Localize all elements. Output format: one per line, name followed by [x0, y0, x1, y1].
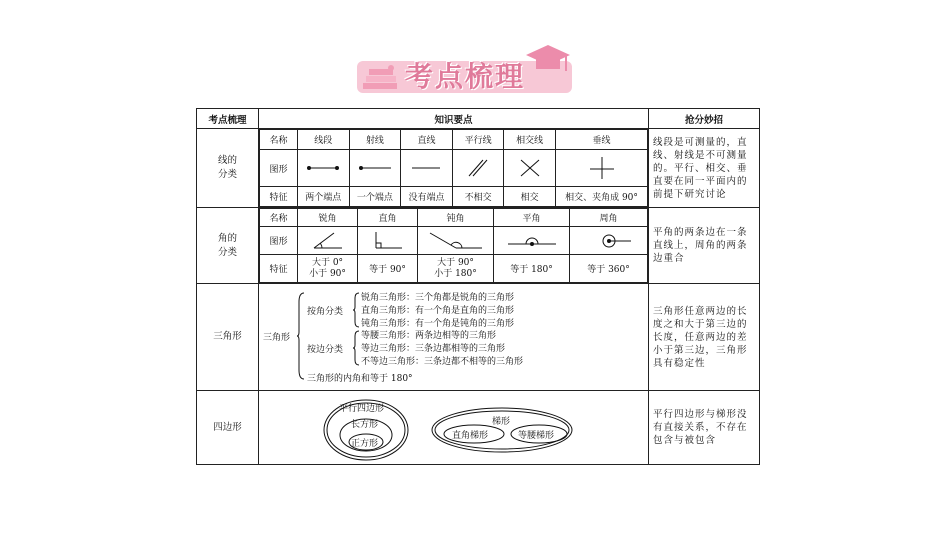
banner-title: 考点梳理 — [405, 60, 526, 93]
row-label-figure: 图形 — [260, 227, 298, 255]
quads-category: 四边形 — [197, 391, 259, 465]
row-label-feature: 特征 — [260, 255, 298, 283]
row-label-feature: 特征 — [260, 187, 298, 207]
quads-tip: 平行四边形与梯形没有直接关系，不存在包含与被包含 — [649, 391, 760, 465]
triangles-row — [197, 284, 760, 391]
angles-category: 角的分类 — [197, 208, 259, 284]
angle-item: 直角三角形：有一个角是直角的三角形 — [361, 306, 515, 316]
angle-feature: 大于 90° 小于 180° — [418, 255, 494, 283]
angle-name: 直角 — [358, 209, 418, 227]
by-side-label: 按边分类 — [307, 345, 344, 355]
line-feature: 相交、夹角成 90° — [556, 187, 648, 207]
angle-item: 锐角三角形：三个角都是锐角的三角形 — [361, 293, 515, 303]
right-angle-figure — [358, 227, 418, 255]
tree-root: 三角形 — [263, 333, 291, 343]
angle-name: 周角 — [570, 209, 648, 227]
quads-row — [197, 391, 760, 465]
acute-angle-figure — [298, 227, 358, 255]
lines-category: 线的分类 — [197, 129, 259, 208]
knowledge-table — [196, 108, 760, 465]
ray-figure — [349, 150, 401, 187]
line-feature: 相交 — [504, 187, 556, 207]
angles-tip: 平角的两条边在一条直线上，周角的两条边重合 — [649, 208, 760, 284]
quads-diagram-cell — [259, 391, 649, 465]
graduation-cap-icon — [522, 43, 572, 77]
angle-feature: 大于 0° 小于 90° — [298, 255, 358, 283]
line-feature: 一个端点 — [349, 187, 401, 207]
side-item: 等腰三角形：两条边相等的三角形 — [361, 331, 497, 341]
angle-name: 平角 — [494, 209, 570, 227]
rectangle-label: 长方形 — [351, 419, 379, 430]
line-name: 相交线 — [504, 130, 556, 150]
header-row — [197, 109, 760, 129]
trapezoid-label: 梯形 — [492, 416, 511, 427]
parallel-lines-figure — [452, 150, 504, 187]
line-name: 直线 — [401, 130, 453, 150]
line-name: 垂线 — [556, 130, 648, 150]
parallelogram-label: 平行四边形 — [339, 403, 385, 414]
angle-name: 钝角 — [418, 209, 494, 227]
straight-line-figure — [401, 150, 453, 187]
side-item: 不等边三角形：三条边都不相等的三角形 — [361, 357, 524, 367]
angle-sum-note: 三角形的内角和等于 180° — [307, 374, 413, 384]
lines-row — [197, 129, 760, 208]
lines-inner-table — [259, 129, 648, 207]
side-brace — [353, 330, 360, 366]
line-feature: 不相交 — [452, 187, 504, 207]
triangle-tree — [259, 284, 648, 390]
angles-inner-table — [259, 208, 648, 283]
triangles-category: 三角形 — [197, 284, 259, 391]
angle-brace — [353, 292, 360, 328]
angles-row — [197, 208, 760, 284]
line-feature: 两个端点 — [298, 187, 350, 207]
section-banner — [347, 43, 577, 101]
obtuse-angle-figure — [418, 227, 494, 255]
lines-table-cell — [259, 129, 649, 208]
angle-feature: 等于 360° — [570, 255, 648, 283]
segment-figure — [298, 150, 350, 187]
line-name: 线段 — [298, 130, 350, 150]
lines-tip: 线段是可测量的，直线、射线是不可测量的。平行、相交、垂直要在同一平面内的前提下研究讨论 — [649, 129, 760, 208]
line-name: 射线 — [349, 130, 401, 150]
triangles-tree-cell — [259, 284, 649, 391]
header-points: 知识要点 — [259, 109, 649, 129]
isosceles-trapezoid-label: 等腰梯形 — [518, 430, 555, 441]
full-angle-figure — [570, 227, 648, 255]
row-label-name: 名称 — [260, 130, 298, 150]
intersecting-lines-figure — [504, 150, 556, 187]
square-label: 正方形 — [351, 438, 379, 449]
angle-item: 钝角三角形：有一个角是钝角的三角形 — [361, 319, 515, 329]
line-name: 平行线 — [452, 130, 504, 150]
row-label-figure: 图形 — [260, 150, 298, 187]
angle-feature: 等于 180° — [494, 255, 570, 283]
quad-diagram — [259, 392, 648, 464]
by-angle-label: 按角分类 — [307, 307, 344, 317]
line-feature: 没有端点 — [401, 187, 453, 207]
books-icon — [361, 63, 401, 95]
row-label-name: 名称 — [260, 209, 298, 227]
triangles-tip: 三角形任意两边的长度之和大于第三边的长度，任意两边的差小于第三边，三角形具有稳定性 — [649, 284, 760, 391]
side-item: 等边三角形：三条边都相等的三角形 — [361, 344, 506, 354]
header-tips: 抢分妙招 — [649, 109, 760, 129]
angle-name: 锐角 — [298, 209, 358, 227]
angle-feature: 等于 90° — [358, 255, 418, 283]
straight-angle-figure — [494, 227, 570, 255]
perpendicular-figure — [556, 150, 648, 187]
root-brace — [297, 292, 305, 380]
angles-table-cell — [259, 208, 649, 284]
right-trapezoid-label: 直角梯形 — [452, 430, 489, 441]
header-topic: 考点梳理 — [197, 109, 259, 129]
